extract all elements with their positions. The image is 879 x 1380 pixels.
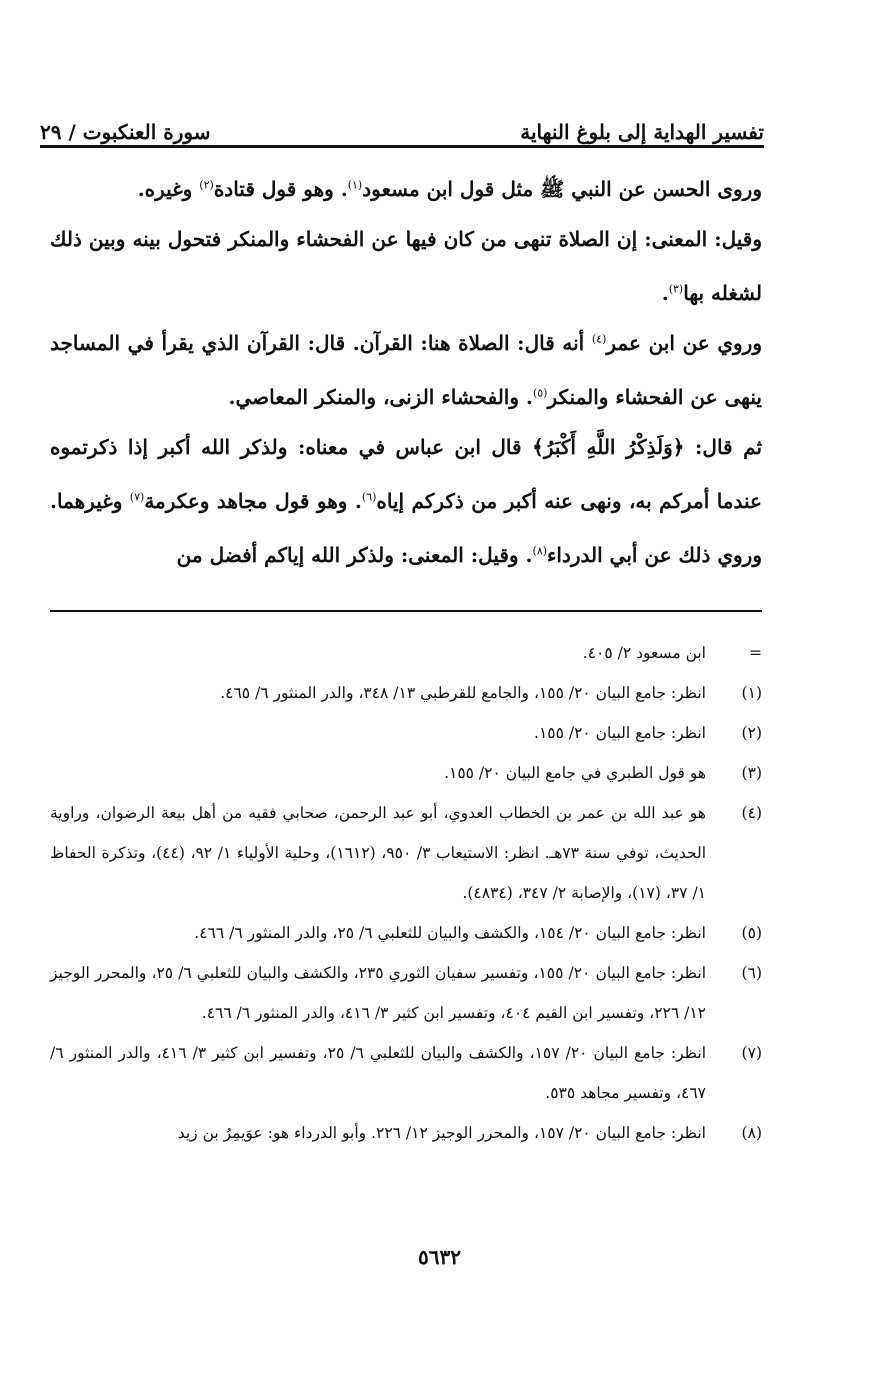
text-run: قال ابن عباس في معناه: ولذكر الله أكبر إذا ذكرتموه عندما أمركم به، ونهى عنه أكبر من ذكركم إياه: [50, 435, 762, 513]
text-run: . وقيل: المعنى: ولذكر الله إياكم أفضل من: [176, 543, 533, 567]
footnote-ref: (٥): [532, 386, 548, 400]
footnote-item: [50, 673, 762, 713]
running-header: [40, 100, 764, 144]
text-run: وغيرهما. وروي ذلك عن أبي الدرداء: [50, 489, 762, 567]
text-run: .: [661, 281, 669, 305]
paragraph-3: [50, 316, 762, 424]
paragraph-1: [50, 162, 762, 216]
footnote-item: [50, 913, 762, 953]
footnote-text: هو قول الطبري في جامع البيان ٢٠/ ١٥٥.: [444, 764, 706, 782]
footnote-text: انظر: جامع البيان ٢٠/ ١٥٤، والكشف والبيان للثعلبي ٦/ ٢٥، والدر المنثور ٦/ ٤٦٦.: [194, 924, 706, 942]
paragraph-2: [50, 212, 762, 320]
footnote-number: (٦): [741, 964, 762, 982]
text-run: . وهو قول قتادة: [213, 177, 348, 201]
footnote-item: [50, 713, 762, 753]
footnote-ref: (١): [347, 178, 363, 192]
footnote-text: انظر: جامع البيان ٢٠/ ١٥٥.: [534, 724, 706, 742]
footnote-item: [50, 793, 762, 913]
footnotes: [50, 633, 762, 1153]
text-run: وروى الحسن عن النبي ﷺ مثل قول ابن مسعود: [362, 177, 762, 201]
footnote-item: [50, 753, 762, 793]
footnote-number: (٤): [741, 804, 762, 822]
header-rule: [40, 145, 764, 148]
footnote-number: (٥): [741, 924, 762, 942]
footnote-text: هو عبد الله بن عمر بن الخطاب العدوي، أبو عبد الرحمن، صحابي فقيه من أهل بيعة الرضوان، وراوية الحديث، توفي سنة ٧٣هـ. انظر: الاستيعاب ٣/ ٩٥٠، (١٦١٢)، وحلية الأولياء ١/ ٩٢، (٤٤)، وتذكرة الحفاظ ١/ ٣٧، (١٧)، والإصابة ٢/ ٣٤٧، (٤٨٣٤).: [50, 804, 707, 902]
text-run: . والفحشاء الزنى، والمنكر المعاصي.: [228, 385, 533, 409]
text-run: وقيل: المعنى: إن الصلاة تنهى من كان فيها عن الفحشاء والمنكر فتحول بينه وبين ذلك لشغله بها: [50, 227, 762, 305]
book-title: تفسير الهداية إلى بلوغ النهاية: [520, 120, 764, 144]
footnote-text: انظر: جامع البيان ٢٠/ ١٥٧، والمحرر الوجيز ١٢/ ٢٢٦. وأبو الدرداء هو: عوَيمِرُ بن زيد: [177, 1124, 706, 1142]
footnote-ref: (٧): [129, 490, 145, 504]
footnote-ref: (٨): [532, 544, 548, 558]
footnote-ref: (٦): [361, 490, 377, 504]
footnote-separator: [50, 610, 762, 612]
footnote-item: [50, 1113, 762, 1153]
footnote-item: [50, 1033, 762, 1113]
text-run: . وهو قول مجاهد وعكرمة: [144, 489, 362, 513]
main-text: [50, 162, 762, 582]
footnote-item: [50, 953, 762, 1033]
footnote-number: (٨): [741, 1124, 762, 1142]
footnote-text: انظر: جامع البيان ٢٠/ ١٥٧، والكشف والبيان للثعلبي ٦/ ٢٥، وتفسير ابن كثير ٣/ ٤١٦، والدر المنثور ٦/ ٤٦٧، وتفسير مجاهد ٥٣٥.: [50, 1044, 707, 1102]
footnote-number: (٢): [741, 724, 762, 742]
footnote-number: (١): [741, 684, 762, 702]
quran-verse: ﴿وَلَذِكْرُ اللَّهِ أَكْبَرُ﴾: [532, 435, 685, 459]
footnote-number: (٧): [741, 1044, 762, 1062]
footnote-ref: (٤): [591, 332, 607, 346]
footnote-number: (٣): [741, 764, 762, 782]
page-number: ٥٦٣٢: [418, 1245, 461, 1269]
footnote-ref: (٢): [199, 178, 214, 192]
footnote-ref: (٣): [668, 282, 684, 296]
surah-reference: سورة العنكبوت / ٢٩: [40, 120, 211, 144]
text-run: ثم قال:: [684, 435, 763, 459]
footnote-number: =: [749, 644, 762, 662]
paragraph-4: [50, 420, 762, 582]
footnote-item: [50, 633, 762, 673]
footnote-text: ابن مسعود ٢/ ٤٠٥.: [582, 644, 706, 662]
text-run: وروي عن ابن عمر: [606, 331, 762, 355]
text-run: وغيره.: [137, 177, 200, 201]
footnote-text: انظر: جامع البيان ٢٠/ ١٥٥، والجامع للقرطبي ١٣/ ٣٤٨، والدر المنثور ٦/ ٤٦٥.: [220, 684, 706, 702]
text-run: أنه قال: الصلاة هنا: القرآن. قال: القرآن الذي يقرأ في المساجد ينهى عن الفحشاء والمنكر: [50, 331, 762, 409]
footnote-text: انظر: جامع البيان ٢٠/ ١٥٥، وتفسير سفيان الثوري ٢٣٥، والكشف والبيان للثعلبي ٦/ ٢٥، والمحرر الوجيز ١٢/ ٢٢٦، وتفسير ابن القيم ٤٠٤، وتفسير ابن كثير ٣/ ٤١٦، والدر المنثور ٦/ ٤٦٦.: [50, 964, 706, 1022]
